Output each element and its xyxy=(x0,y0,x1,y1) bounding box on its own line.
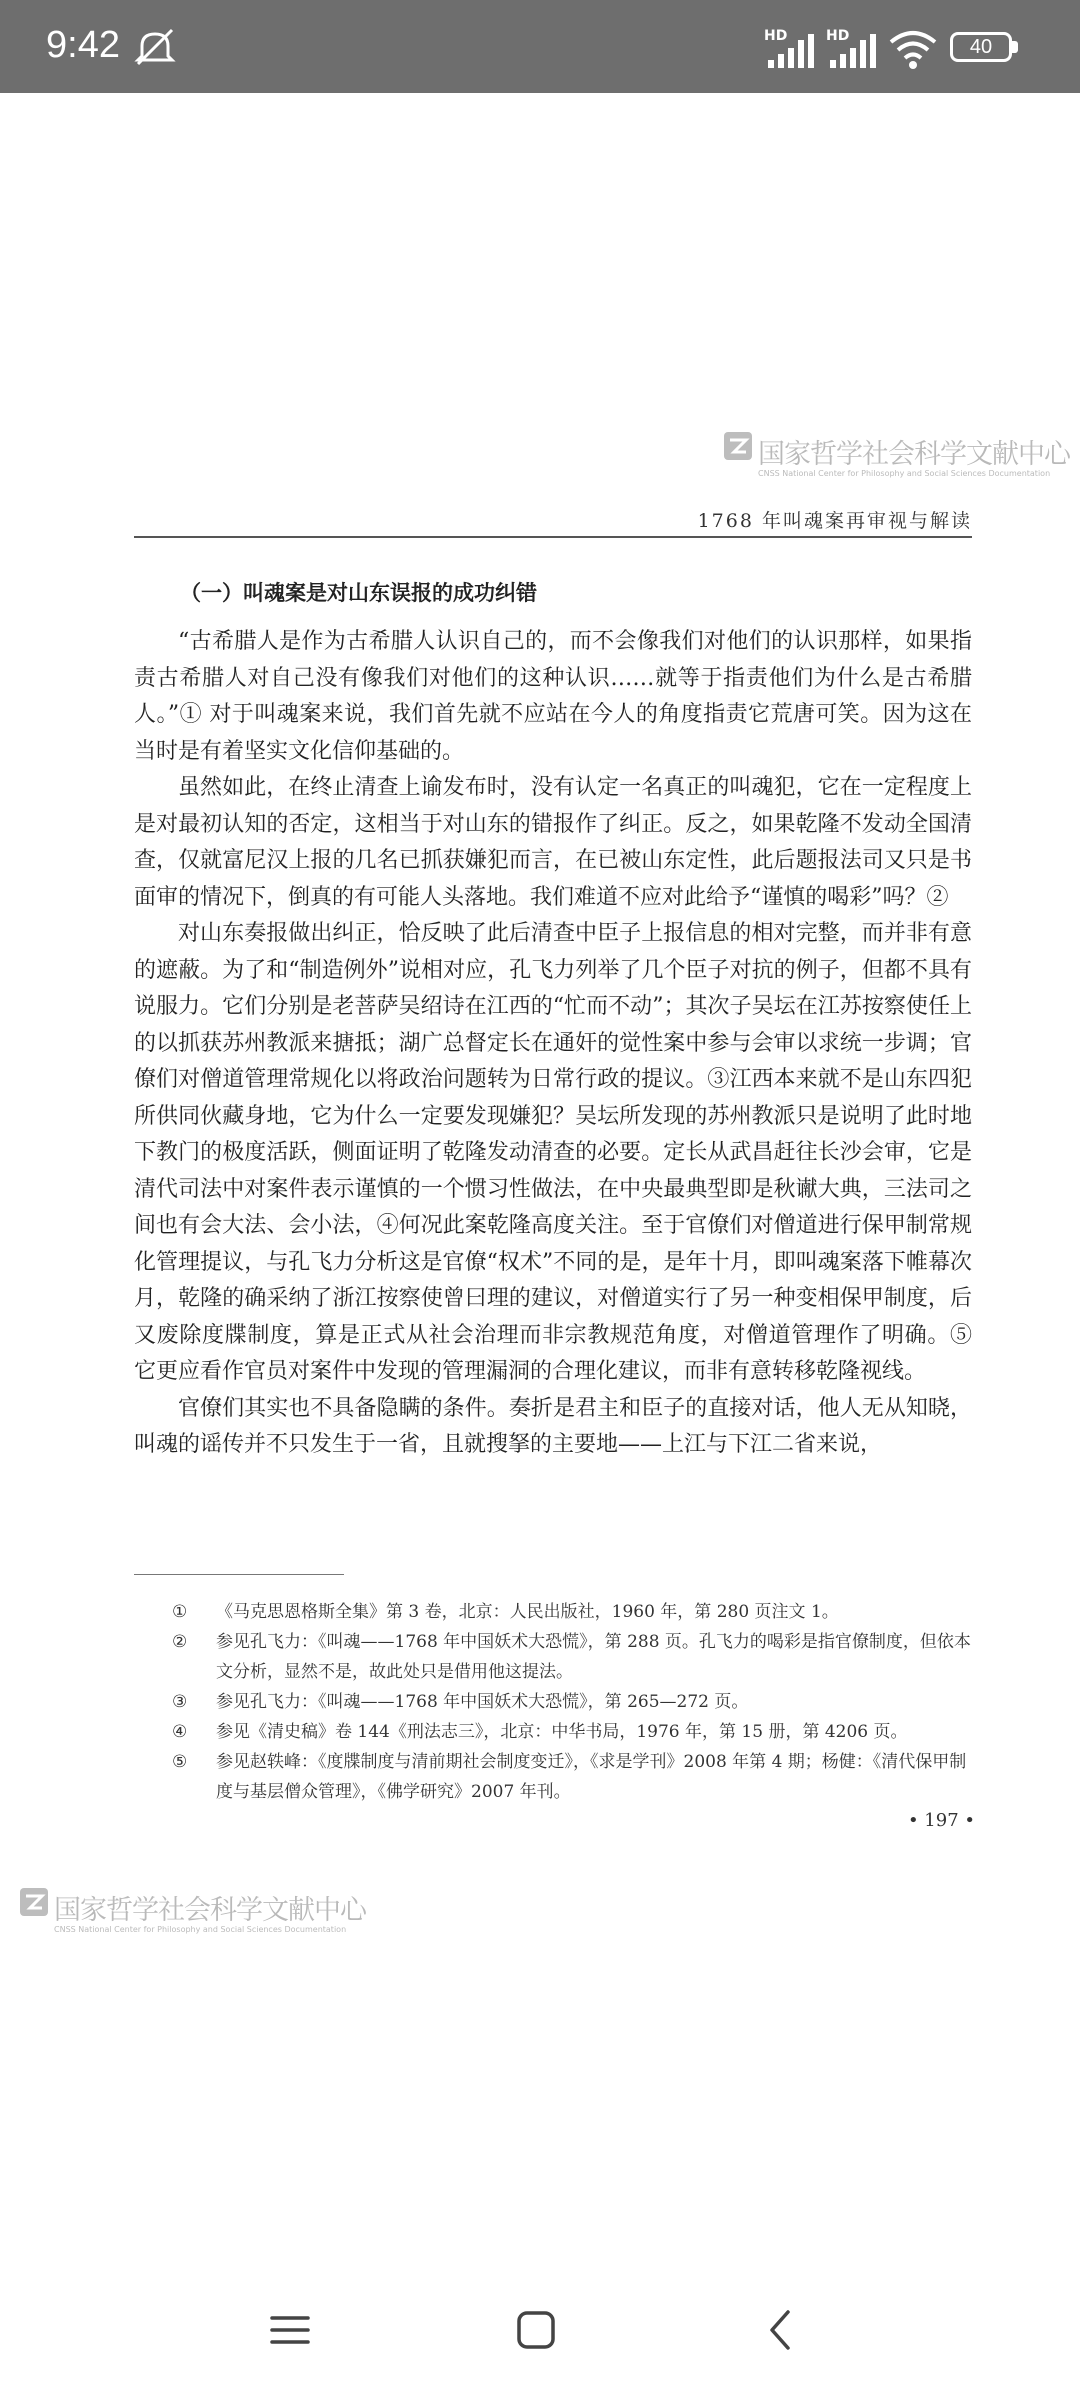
battery-level: 40 xyxy=(969,36,993,58)
wifi-icon xyxy=(888,28,938,70)
footnote-text: 参见《清史稿》卷 144《刑法志三》，北京：中华书局，1976 年，第 15 册，第 4206 页。 xyxy=(216,1722,908,1742)
paragraph: 官僚们其实也不具备隐瞒的条件。奏折是君主和臣子的直接对话，他人无从知晓，叫魂的谣传并不只发生于一省，且就搜拏的主要地——上江与下江二省来说， xyxy=(134,1395,972,1457)
do-not-disturb-icon xyxy=(132,26,178,66)
footnote-text: 参见孔飞力：《叫魂——1768 年中国妖术大恐慌》，第 265—272 页。 xyxy=(216,1692,749,1712)
page-number: • 197 • xyxy=(907,1810,975,1831)
header-rule xyxy=(134,536,972,538)
footnote-text: 参见赵轶峰：《度牒制度与清前期社会制度变迁》，《求是学刊》2008 年第 4 期；杨健：《清代保甲制度与基层僧众管理》，《佛学研究》2007 年刊。 xyxy=(216,1752,967,1802)
watermark-title: 国家哲学社会科学文献中心 xyxy=(54,1895,366,1926)
footnote-mark: ④ xyxy=(172,1722,188,1742)
running-head: 1768 年叫魂案再审视与解读 xyxy=(697,510,972,532)
watermark xyxy=(20,1888,366,1934)
watermark-subtitle: CNSS National Center for Philosophy and Social Sciences Documentation xyxy=(54,1925,347,1934)
back-icon[interactable] xyxy=(752,2300,812,2360)
footnotes xyxy=(172,1597,972,1807)
signal-2-label: HD xyxy=(826,28,850,44)
watermark-title: 国家哲学社会科学文献中心 xyxy=(758,439,1070,470)
status-bar xyxy=(0,0,1080,93)
footnote-text: 《马克思恩格斯全集》第 3 卷，北京：人民出版社，1960 年，第 280 页注文 1。 xyxy=(216,1602,839,1622)
footnote-rule xyxy=(134,1574,344,1575)
body-text xyxy=(134,624,972,1464)
footnote-text: 参见孔飞力：《叫魂——1768 年中国妖术大恐慌》，第 288 页。孔飞力的喝彩是指官僚制度，但依本文分析，显然不是，故此处只是借用他这提法。 xyxy=(216,1632,971,1682)
paragraph: 虽然如此，在终止清查上谕发布时，没有认定一名真正的叫魂犯，它在一定程度上是对最初认知的否定，这相当于对山东的错报作了纠正。反之，如果乾隆不发动全国清查，仅就富尼汉上报的几名已抓获嫌犯而言，在已被山东定性，此后题报法司又只是书面审的情况下，倒真的有可能人头落地。我们难道不应对此给予“谨慎的喝彩”吗？② xyxy=(134,775,972,910)
watermark-logo-icon xyxy=(724,432,752,460)
section-title: （一）叫魂案是对山东误报的成功纠错 xyxy=(180,581,537,605)
footnote-mark: ① xyxy=(172,1602,188,1622)
footnote xyxy=(172,1687,972,1717)
menu-icon[interactable] xyxy=(260,2300,320,2360)
footnote xyxy=(172,1627,972,1687)
signal-icon xyxy=(826,30,878,70)
watermark-subtitle: CNSS National Center for Philosophy and Social Sciences Documentation xyxy=(758,469,1051,478)
watermark-logo-icon xyxy=(20,1888,48,1916)
footnote-mark: ⑤ xyxy=(172,1752,188,1772)
watermark xyxy=(724,432,1070,478)
footnote-mark: ③ xyxy=(172,1692,188,1712)
battery-icon xyxy=(950,32,1022,66)
footnote xyxy=(172,1597,972,1627)
footnote-mark: ② xyxy=(172,1632,188,1652)
footnote xyxy=(172,1717,972,1747)
signal-icon xyxy=(764,30,816,70)
signal-1-label: HD xyxy=(764,28,788,44)
home-icon[interactable] xyxy=(506,2300,566,2360)
footnote xyxy=(172,1747,972,1807)
status-time: 9:42 xyxy=(46,24,120,66)
paragraph: 对山东奏报做出纠正，恰反映了此后清查中臣子上报信息的相对完整，而并非有意的遮蔽。为了和“制造例外”说相对应，孔飞力列举了几个臣子对抗的例子，但都不具有说服力。它们分别是老菩萨吴绍诗在江西的“忙而不动”；其次子吴坛在江苏按察使任上的以抓获苏州教派来搪抵；湖广总督定长在通奸的觉性案中参与会审以求统一步调；官僚们对僧道管理常规化以将政治问题转为日常行政的提议。③江西本来就不是山东四犯所供同伙藏身地，它为什么一定要发现嫌犯？吴坛所发现的苏州教派只是说明了此时地下教门的极度活跃，侧面证明了乾隆发动清查的必要。定长从武昌赶往长沙会审，它是清代司法中对案件表示谨慎的一个惯习性做法，在中央最典型即是秋谳大典，三法司之间也有会大法、会小法，④何况此案乾隆高度关注。至于官僚们对僧道进行保甲制常规化管理提议，与孔飞力分析这是官僚“权术”不同的是，是年十月，即叫魂案落下帷幕次月，乾隆的确采纳了浙江按察使曾曰理的建议，对僧道实行了另一种变相保甲制度，后又废除度牒制度，算是正式从社会治理而非宗教规范角度，对僧道管理作了明确。⑤ 它更应看作官员对案件中发现的管理漏洞的合理化建议，而非有意转移乾隆视线。 xyxy=(134,921,972,1384)
paragraph: “古希腊人是作为古希腊人认识自己的，而不会像我们对他们的认识那样，如果指责古希腊人对自己没有像我们对他们的这种认识……就等于指责他们为什么是古希腊人。”① 对于叫魂案来说，我们首先就不应站在今人的角度指责它荒唐可笑。因为这在当时是有着坚实文化信仰基础的。 xyxy=(134,629,972,764)
